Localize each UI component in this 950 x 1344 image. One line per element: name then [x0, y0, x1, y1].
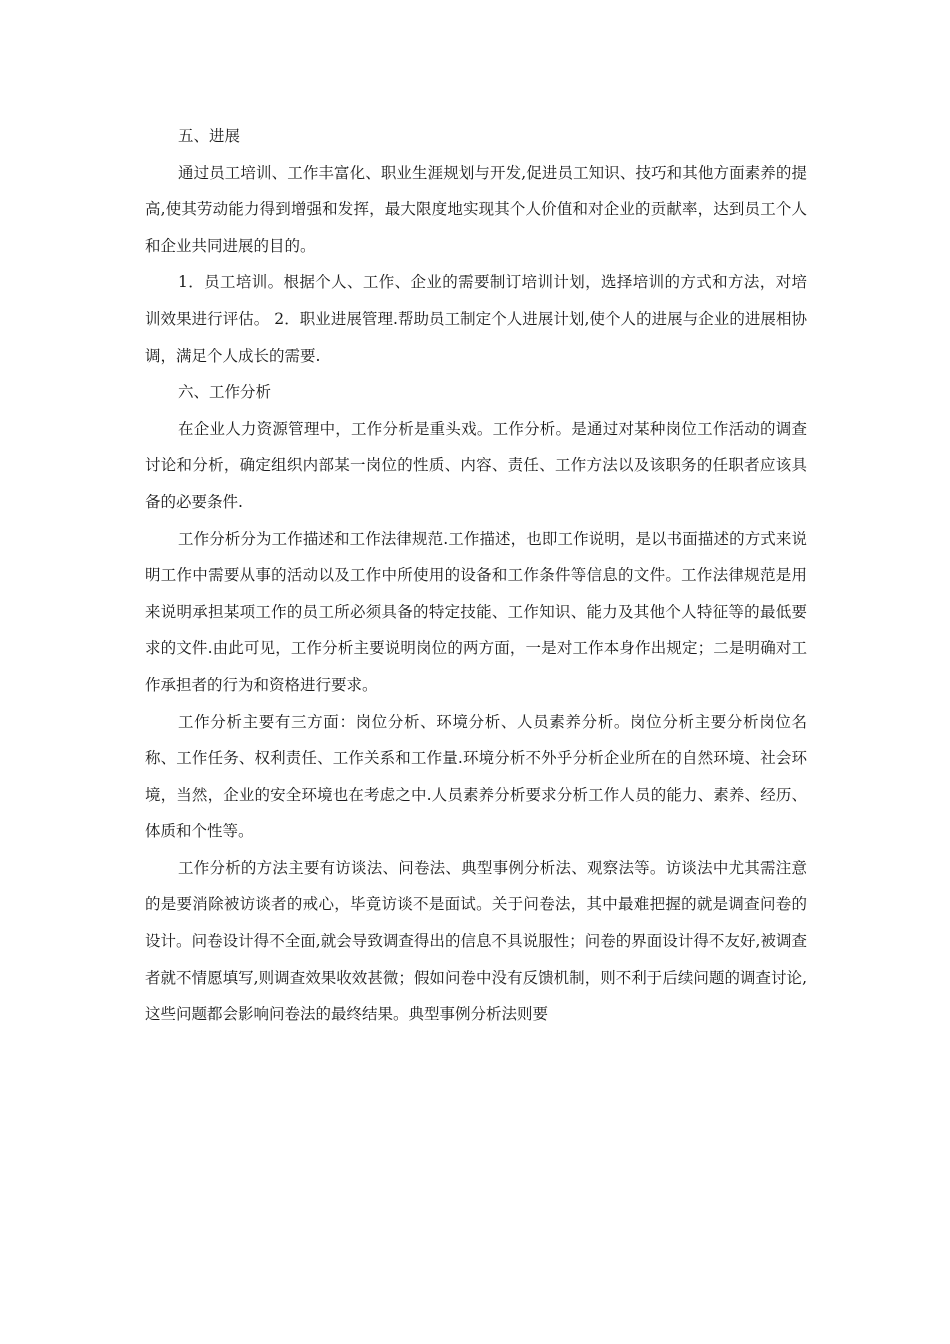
section-6-paragraph-1: 在企业人力资源管理中，工作分析是重头戏。工作分析。是通过对某种岗位工作活动的调查讨论和分析，确定组织内部某一岗位的性质、内容、责任、工作方法以及该职务的任职者应该具备的必要条件.: [145, 419, 807, 511]
section-6-paragraph-2: 工作分析分为工作描述和工作法律规范.工作描述，也即工作说明，是以书面描述的方式来说明工作中需要从事的活动以及工作中所使用的设备和工作条件等信息的文件。工作法律规范是用来说明承担某项工作的员工所必须具备的特定技能、工作知识、能力及其他个人特征等的最低要求的文件.由此可见，工作分析主要说明岗位的两方面，一是对工作本身作出规定；二是明确对工作承担者的行为和资格进行要求。: [145, 529, 807, 694]
document-body: [145, 118, 807, 1033]
section-6-paragraph-3: 工作分析主要有三方面：岗位分析、环境分析、人员素养分析。岗位分析主要分析岗位名称、工作任务、权利责任、工作关系和工作量.环境分析不外乎分析企业所在的自然环境、社会环境，当然，企业的安全环境也在考虑之中.人员素养分析要求分析工作人员的能力、素养、经历、体质和个性等。: [145, 712, 807, 841]
section-5-paragraph-1: 通过员工培训、工作丰富化、职业生涯规划与开发,促进员工知识、技巧和其他方面素养的提高,使其劳动能力得到增强和发挥，最大限度地实现其个人价值和对企业的贡献率，达到员工个人和企业共同进展的目的。: [145, 163, 807, 255]
section-5-heading: 五、进展: [178, 127, 241, 145]
section-6-heading: 六、工作分析: [178, 383, 272, 402]
section-5-paragraph-2: 1．员工培训。根据个人、工作、企业的需要制订培训计划，选择培训的方式和方法，对培训效果进行评估。 2．职业进展管理.帮助员工制定个人进展计划,使个人的进展与企业的进展相协调，满足个人成长的需要.: [145, 273, 807, 365]
section-6-paragraph-4: 工作分析的方法主要有访谈法、问卷法、典型事例分析法、观察法等。访谈法中尤其需注意的是要消除被访谈者的戒心，毕竟访谈不是面试。关于问卷法，其中最难把握的就是调查问卷的设计。问卷设计得不全面,就会导致调查得出的信息不具说服性；问卷的界面设计得不友好,被调查者就不情愿填写,则调查效果收效甚微；假如问卷中没有反馈机制，则不利于后续问题的调查讨论,这些问题都会影响问卷法的最终结果。典型事例分析法则要: [145, 858, 807, 1024]
